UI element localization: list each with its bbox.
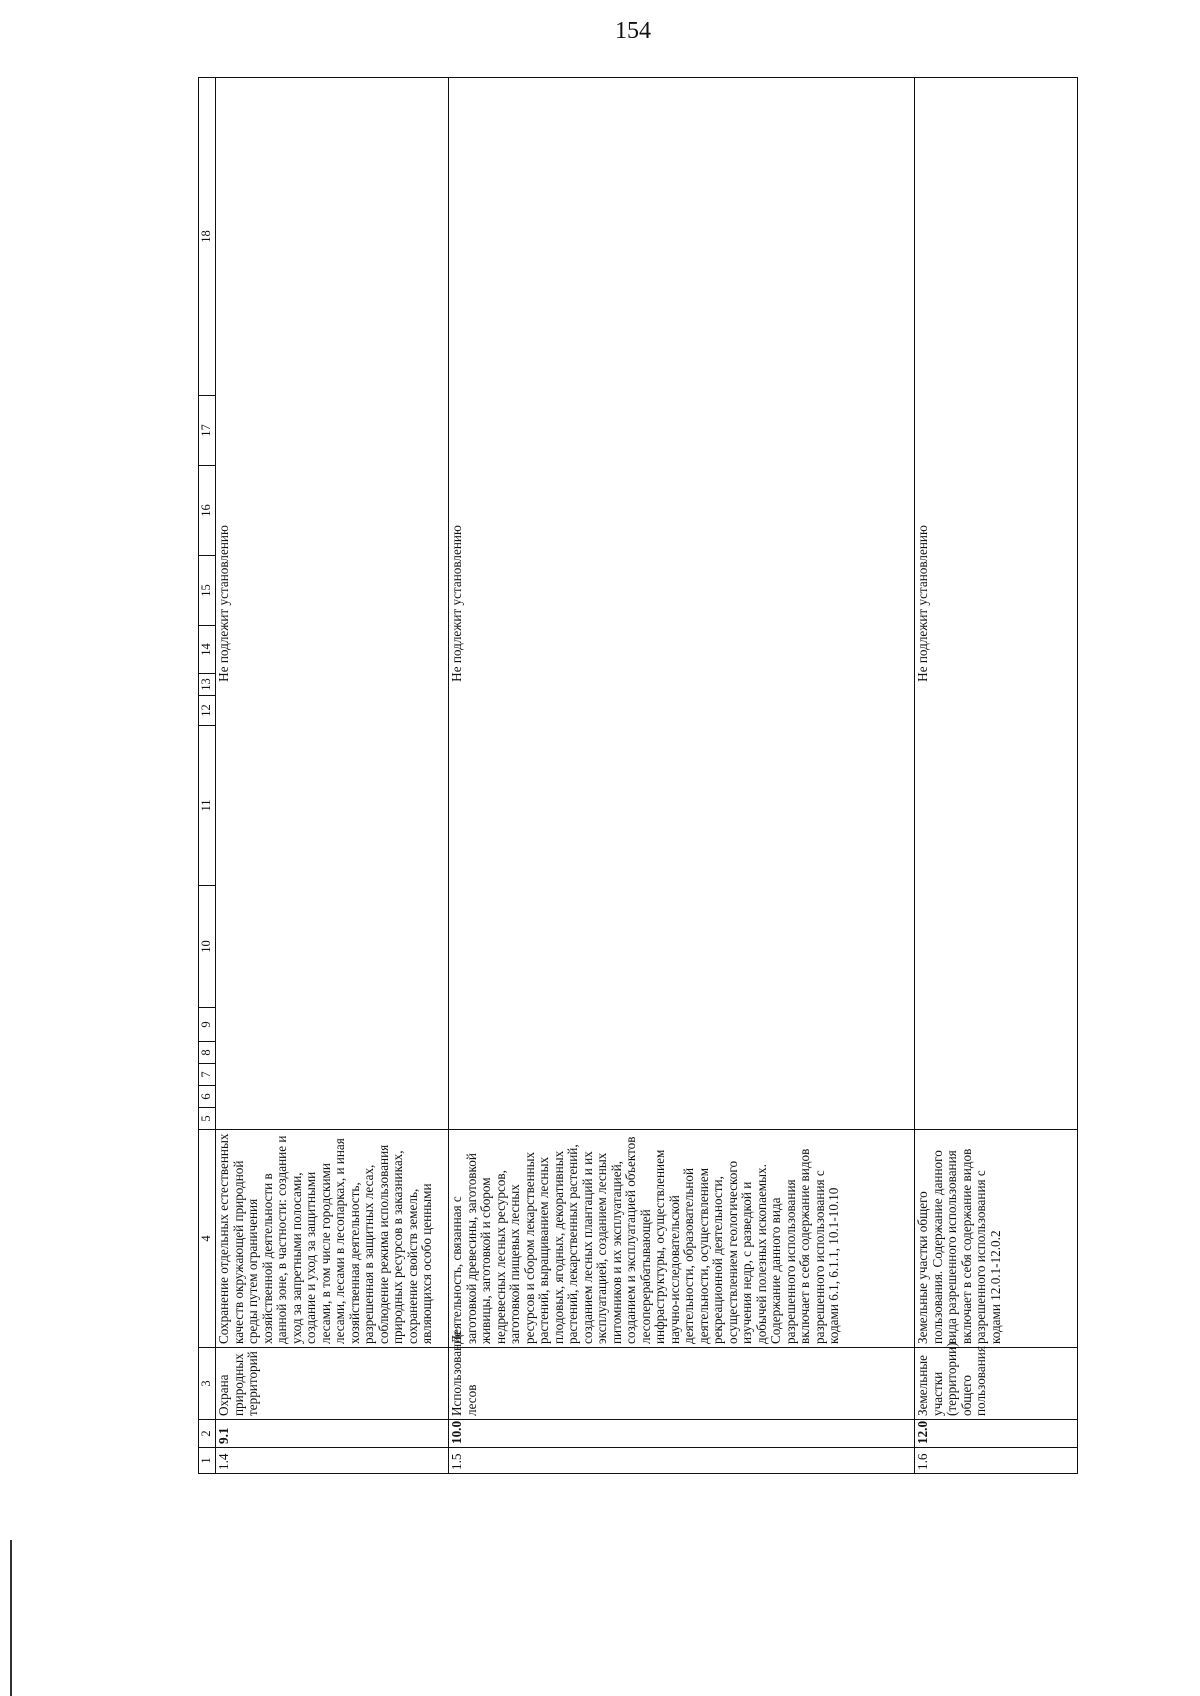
row-name: Использование лесов bbox=[449, 1348, 915, 1420]
col-header: 3 bbox=[199, 1348, 216, 1420]
col-header: 10 bbox=[199, 886, 216, 1008]
land-use-table bbox=[198, 77, 1078, 1474]
col-header: 9 bbox=[199, 1008, 216, 1042]
col-header: 1 bbox=[199, 1448, 216, 1474]
row-note: Не подлежит установлению bbox=[216, 78, 449, 1130]
col-header: 4 bbox=[199, 1130, 216, 1348]
row-number: 1.5 bbox=[449, 1448, 915, 1474]
col-header: 16 bbox=[199, 466, 216, 556]
table-row bbox=[449, 78, 915, 1474]
col-header: 15 bbox=[199, 556, 216, 626]
row-name: Земельные участки (территории) общего пользования bbox=[915, 1348, 1078, 1420]
table-row bbox=[216, 78, 449, 1474]
row-description: Деятельность, связанная с заготовкой древесины, заготовкой живицы, заготовкой и сбором недревесных лесных ресурсов, заготовкой пищевых лесных ресурсов и сбором лекарственных растений, выращиванием лесных плодовых, ягодных, декоративных растений, лекарственных растений, созданием лесных плантаций и их эксплуатацией, созданием лесных питомников и их эксплуатацией, созданием и эксплуатацией объектов лесоперерабатывающей инфраструктуры, осуществлением научно-исследовательской деятельности, образовательной деятельности, осуществлением рекреационной деятельности, осуществлением геологического изучения недр, с разведкой и добычей полезных ископаемых. Содержание данного вида разрешенного использования включает в себя содержание видов разрешенного использования с кодами 6.1, 6.1.1, 10.1-10.10 bbox=[449, 1130, 915, 1348]
row-description: Сохранение отдельных естественных качеств окружающей природной среды путем ограничения хозяйственной деятельности в данной зоне, в частности: создание и уход за запретными полосами, создание и уход за защитными лесами, в том числе городскими лесами, лесами в лесопарках, и иная хозяйственная деятельность, разрешенная в защитных лесах, соблюдение режима использования природных ресурсов в заказниках, сохранение свойств земель, являющихся особо ценными bbox=[216, 1130, 449, 1348]
col-header: 14 bbox=[199, 626, 216, 674]
col-header: 2 bbox=[199, 1420, 216, 1448]
col-header: 13 bbox=[199, 674, 216, 696]
row-code: 10.0 bbox=[449, 1420, 915, 1448]
col-header: 17 bbox=[199, 396, 216, 466]
row-number: 1.6 bbox=[915, 1448, 1078, 1474]
row-name: Охрана природных территорий bbox=[216, 1348, 449, 1420]
row-number: 1.4 bbox=[216, 1448, 449, 1474]
row-note: Не подлежит установлению bbox=[915, 78, 1078, 1130]
table-row bbox=[915, 78, 1078, 1474]
row-description: Земельные участки общего пользования. Содержание данного вида разрешенного использования включает в себя содержание видов разрешенного использования с кодами 12.0.1-12.0.2 bbox=[915, 1130, 1078, 1348]
col-header: 12 bbox=[199, 696, 216, 726]
rotated-table-wrapper bbox=[198, 100, 1078, 1474]
col-header: 18 bbox=[199, 78, 216, 396]
col-header: 7 bbox=[199, 1064, 216, 1086]
col-header: 8 bbox=[199, 1042, 216, 1064]
row-code: 12.0 bbox=[915, 1420, 1078, 1448]
scan-margin-line bbox=[10, 1540, 12, 1696]
col-header: 11 bbox=[199, 726, 216, 886]
row-note: Не подлежит установлению bbox=[449, 78, 915, 1130]
header-row bbox=[199, 78, 216, 1474]
row-code: 9.1 bbox=[216, 1420, 449, 1448]
page-number: 154 bbox=[615, 18, 651, 44]
col-header: 5 bbox=[199, 1108, 216, 1130]
col-header: 6 bbox=[199, 1086, 216, 1108]
